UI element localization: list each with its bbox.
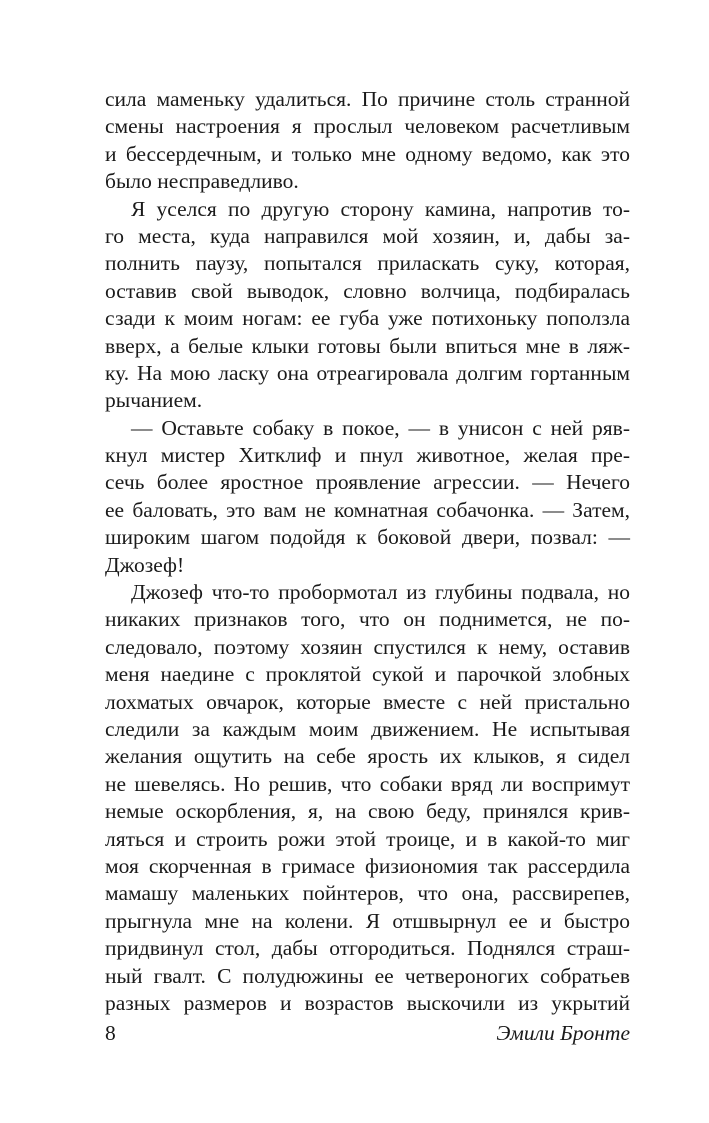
text-line: никаких признаков того, что он поднимется, не по- <box>105 607 630 632</box>
text-line: Я уселся по другую сторону камина, напротив то- <box>131 196 630 221</box>
text-line: Джозеф! <box>105 552 185 577</box>
text-line: следовало, поэтому хозяин спустился к нему, оставив <box>105 634 630 659</box>
text-line: сзади к моим ногам: ее губа уже потихоньку поползла <box>105 306 630 331</box>
text-line: прыгнула мне на колени. Я отшвырнул ее и быстро <box>105 908 630 933</box>
text-line: сила маменьку удалиться. По причине столь странной <box>105 87 630 111</box>
text-line: ный гвалт. С полудюжины ее четвероногих собратьев <box>105 963 630 988</box>
paragraph-4 <box>105 579 630 1017</box>
text-line: ее баловать, это вам не комнатная собачонка. — Затем, <box>105 497 630 522</box>
text-line: — Оставьте собаку в покое, — в унисон с ней ряв- <box>131 415 630 440</box>
paragraph-1 <box>105 86 630 196</box>
text-line: следили за каждым моим движением. Не испытывая <box>105 716 630 741</box>
page-footer <box>105 1018 630 1048</box>
running-footer-author: Эмили Бронте <box>496 1021 630 1045</box>
text-line: го места, куда направился мой хозяин, и, дабы за- <box>105 223 630 248</box>
page-body <box>105 86 630 1017</box>
text-line: и бессердечным, и только мне одному ведомо, как это <box>105 141 630 166</box>
text-line: сечь более яростное проявление агрессии. — Нечего <box>105 470 630 495</box>
text-line: полнить паузу, попытался приласкать суку, которая, <box>105 251 630 276</box>
text-line: ку. На мою ласку она отреагировала долгим гортанным <box>105 360 630 385</box>
text-line: разных размеров и возрастов выскочили из укрытий <box>105 990 630 1015</box>
text-line: вверх, а белые клыки готовы были впиться мне в ляж- <box>105 333 630 358</box>
text-line: моя скорченная в гримасе физиономия так рассердила <box>105 853 630 878</box>
text-line: придвинул стол, дабы отгородиться. Поднялся страш- <box>105 936 630 961</box>
text-line: немые оскорбления, я, на свою беду, принялся крив- <box>105 799 630 824</box>
text-line: было несправедливо. <box>105 169 299 194</box>
page-number: 8 <box>105 1021 116 1045</box>
text-line: меня наедине с проклятой сукой и парочкой злобных <box>105 662 630 687</box>
paragraph-3 <box>105 415 630 579</box>
paragraph-2 <box>105 196 630 415</box>
text-line: рычанием. <box>105 388 203 413</box>
text-line: лохматых овчарок, которые вместе с ней пристально <box>105 689 630 714</box>
text-line: Джозеф что-то пробормотал из глубины подвала, но <box>131 580 630 605</box>
text-line: широким шагом подойдя к боковой двери, позвал: — <box>105 525 630 550</box>
text-line: ляться и строить рожи этой троице, и в какой-то миг <box>105 826 630 851</box>
text-line: кнул мистер Хитклиф и пнул животное, желая пре- <box>105 443 630 468</box>
text-line: не шевелясь. Но решив, что собаки вряд ли воспримут <box>105 771 630 796</box>
text-line: желания ощутить на себе ярость их клыков, я сидел <box>105 744 630 769</box>
text-line: мамашу маленьких пойнтеров, что она, рассвирепев, <box>105 881 630 906</box>
text-line: смены настроения я прослыл человеком расчетливым <box>105 114 630 139</box>
text-line: оставив свой выводок, словно волчица, подбиралась <box>105 278 630 303</box>
